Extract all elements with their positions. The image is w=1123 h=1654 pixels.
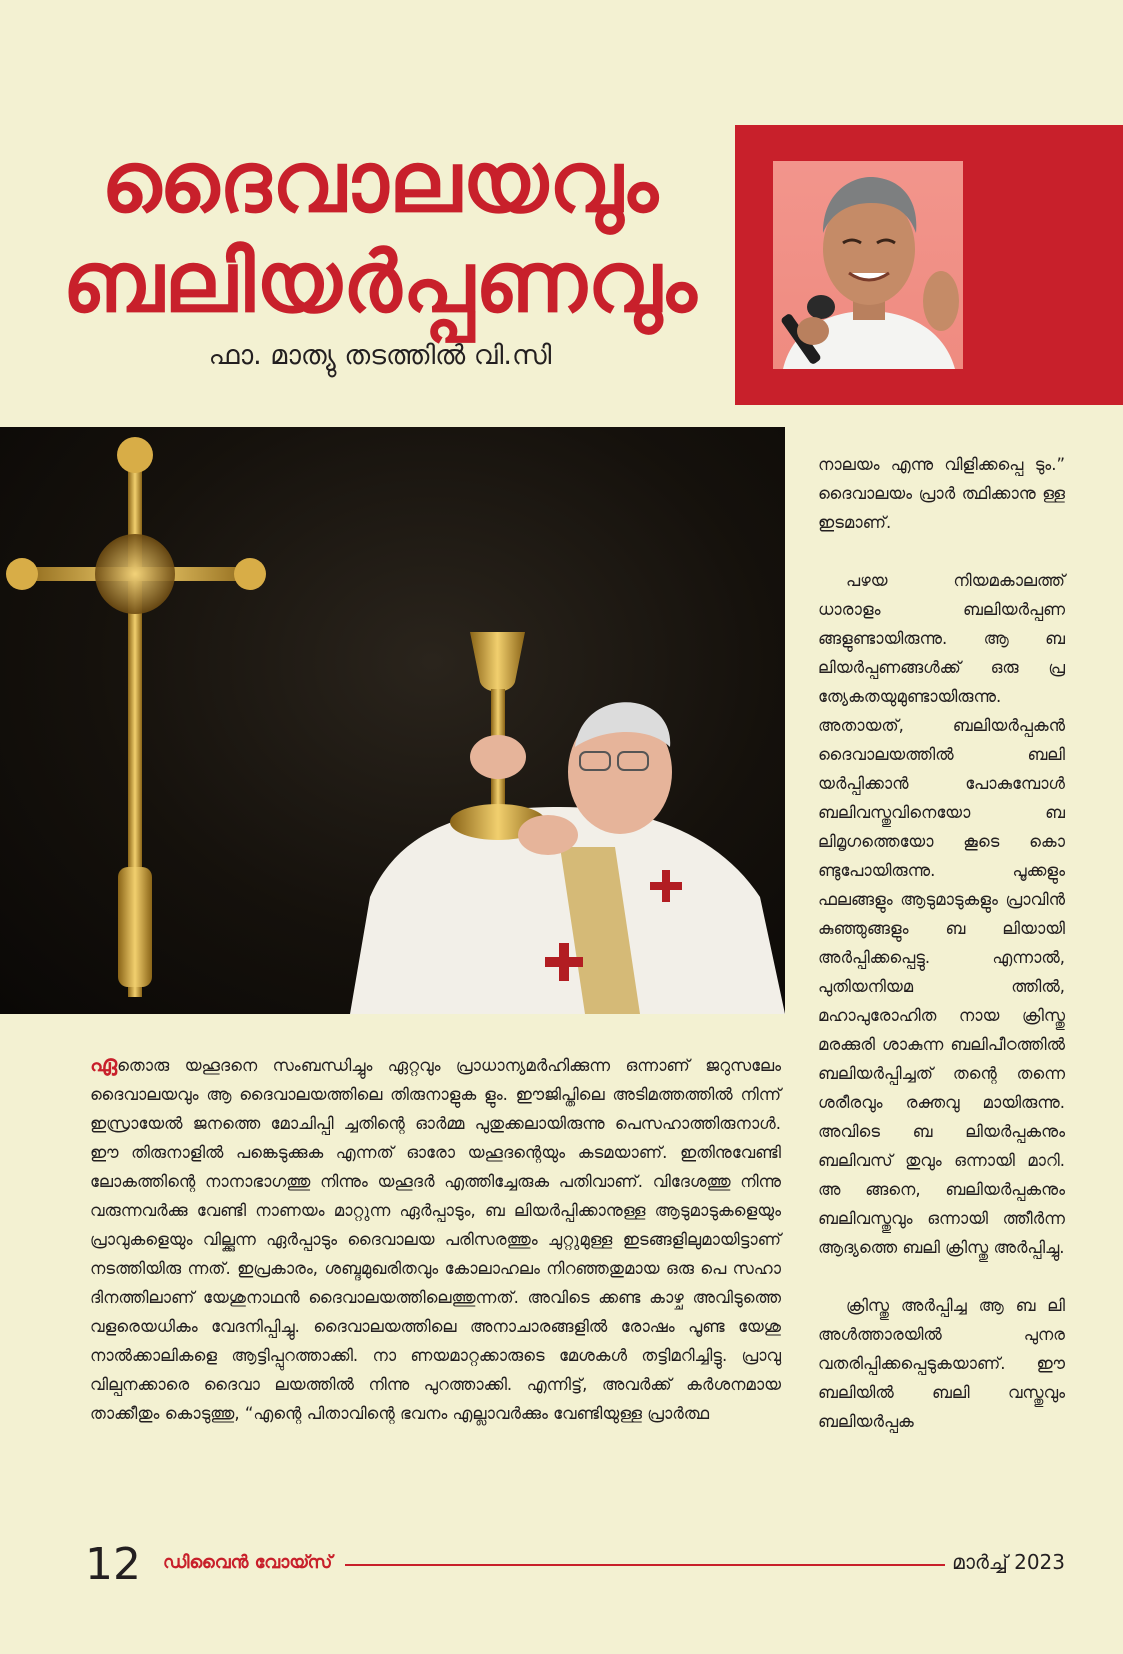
page-number: 12 <box>85 1539 141 1590</box>
author-portrait <box>773 161 963 369</box>
article-title-line-2: ബലിയർപ്പണവും <box>62 233 698 331</box>
footer-divider <box>345 1564 945 1566</box>
right-paragraph-1: നാലയം എന്നു വിളിക്കപ്പെ ടും.” ദൈവാലയം പ്രാർ ത്ഥിക്കാനു ള്ള ഇടമാണ്. <box>818 455 1065 532</box>
article-body-left-text: തൊരു യഹൂദനെ സംബന്ധിച്ചും ഏറ്റവും പ്രാധാന്യമർഹിക്കുന്ന ഒന്നാണ് ജറുസലേം ദൈവാലയവും ആ ദൈവാലയത്തിലെ തിരുനാളുക ളും. ഈജിപ്തിലെ അടിമത്തത്തിൽ നിന്ന് ഇസ്രായേൽ ജനത്തെ മോചിപ്പി ച്ചതിന്റെ ഓർമ്മ പുതുക്കലായിരുന്നു പെസഹാത്തിരുനാൾ. ഈ തിരുനാളിൽ പങ്കെടുക്കുക എന്നത് ഓരോ യഹൂദന്റെയും കടമയാണ്. ഇതിനുവേണ്ടി ലോകത്തിന്റെ നാനാഭാഗത്തു നിന്നും യഹൂദർ എത്തിച്ചേരുക പതിവാണ്. വിദേശത്തു നിന്നു വരുന്നവർക്കു വേണ്ടി നാണയം മാറ്റുന്ന ഏർപ്പാടും, ബ ലിയർപ്പിക്കാനുള്ള ആടുമാടുകളെയും പ്രാവുകളെയും വില്ക്കുന്ന ഏർപ്പാടും ദൈവാലയ പരിസരത്തും ചുറ്റുമുള്ള ഇടങ്ങളിലുമായിട്ടാണ് നടത്തിയിരു ന്നത്. ഇപ്രകാരം, ശബ്ദമുഖരിതവും കോലാഹലം നിറഞ്ഞതുമായ ഒരു പെ സഹാ ദിനത്തിലാണ് യേശുനാഥൻ ദൈവാലയത്തിലെത്തുന്നത്. അവിടെ ക്കണ്ട കാഴ്ച അവിടുത്തെ വളരെയധികം വേദനിപ്പിച്ചു. ദൈവാലയത്തിലെ അനാചാരങ്ങളിൽ രോഷം പൂണ്ട യേശു നാൽക്കാലികളെ ആട്ടിപ്പുറത്താക്കി. നാ ണയമാറ്റക്കാരുടെ മേശകൾ തട്ടിമറിച്ചിട്ടു. പ്രാവു വില്പനക്കാരെ ദൈവാ ലയത്തിൽ നിന്നു പുറത്താക്കി. എന്നിട്ട്, അവർക്ക് കർശനമായ താക്കീതും കൊടുത്തു, “എന്റെ പിതാവിന്റെ ഭവനം എല്ലാവർക്കും വേണ്ടിയുള്ള പ്രാർത്ഥ <box>90 1056 781 1423</box>
altar-scene-illustration <box>0 427 785 1014</box>
author-portrait-illustration <box>773 161 963 369</box>
article-title-line-1: ദൈവാലയവും <box>101 133 659 231</box>
pope-elevating-chalice-photo <box>0 427 785 1014</box>
article-body-left <box>90 1050 781 1428</box>
issue-date: മാർച്ച് 2023 <box>952 1550 1065 1574</box>
right-paragraph-3: ക്രിസ്തു അർപ്പിച്ച ആ ബ ലി അൾത്താരയിൽ പുനര വതരിപ്പിക്കപ്പെടുകയാണ്. ഈ ബലിയിൽ ബലി വസ്തുവും ബലിയർപ്പക <box>818 1296 1065 1431</box>
author-byline: ഫാ. മാത്യു തടത്തിൽ വി.സി <box>208 340 552 371</box>
drop-cap: ഏ <box>90 1052 118 1077</box>
page-footer <box>85 1540 1065 1590</box>
article-body-right-column <box>818 450 1065 1465</box>
magazine-name: ഡിവൈൻ വോയ്സ് <box>163 1552 333 1573</box>
right-paragraph-2: പഴയ നിയമകാലത്ത് ധാരാളം ബലിയർപ്പണ ങ്ങളുണ്ടായിരുന്നു. ആ ബ ലിയർപ്പണങ്ങൾക്ക് ഒരു പ്ര ത്യേകതയുമുണ്ടായിരുന്നു. അതായത്, ബലിയർപ്പകൻ ദൈവാലയത്തിൽ ബലി യർപ്പിക്കാൻ പോകുമ്പോൾ ബലിവസ്തുവിനെയോ ബ ലിമൃഗത്തെയോ കൂടെ കൊ ണ്ടുപോയിരുന്നു. പൂക്കളും ഫലങ്ങളും ആടുമാടുകളും പ്രാവിൻ കുഞ്ഞുങ്ങളും ബ ലിയായി അർപ്പിക്കപ്പെട്ടു. എന്നാൽ, പുതിയനിയമ ത്തിൽ, മഹാപുരോഹിത നായ ക്രിസ്തു മരക്കുരി ശാകുന്ന ബലിപീഠത്തിൽ ബലിയർപ്പിച്ചത് തന്റെ തന്നെ ശരീരവും രക്തവു മായിരുന്നു. അവിടെ ബ ലിയർപ്പകനും ബലിവസ് തുവും ഒന്നായി മാറി. അ ങ്ങനെ, ബലിയർപ്പകനും ബലിവസ്തുവും ഒന്നായി ത്തീർന്ന ആദ്യത്തെ ബലി ക്രിസ്തു അർപ്പിച്ചു. <box>818 571 1065 1257</box>
